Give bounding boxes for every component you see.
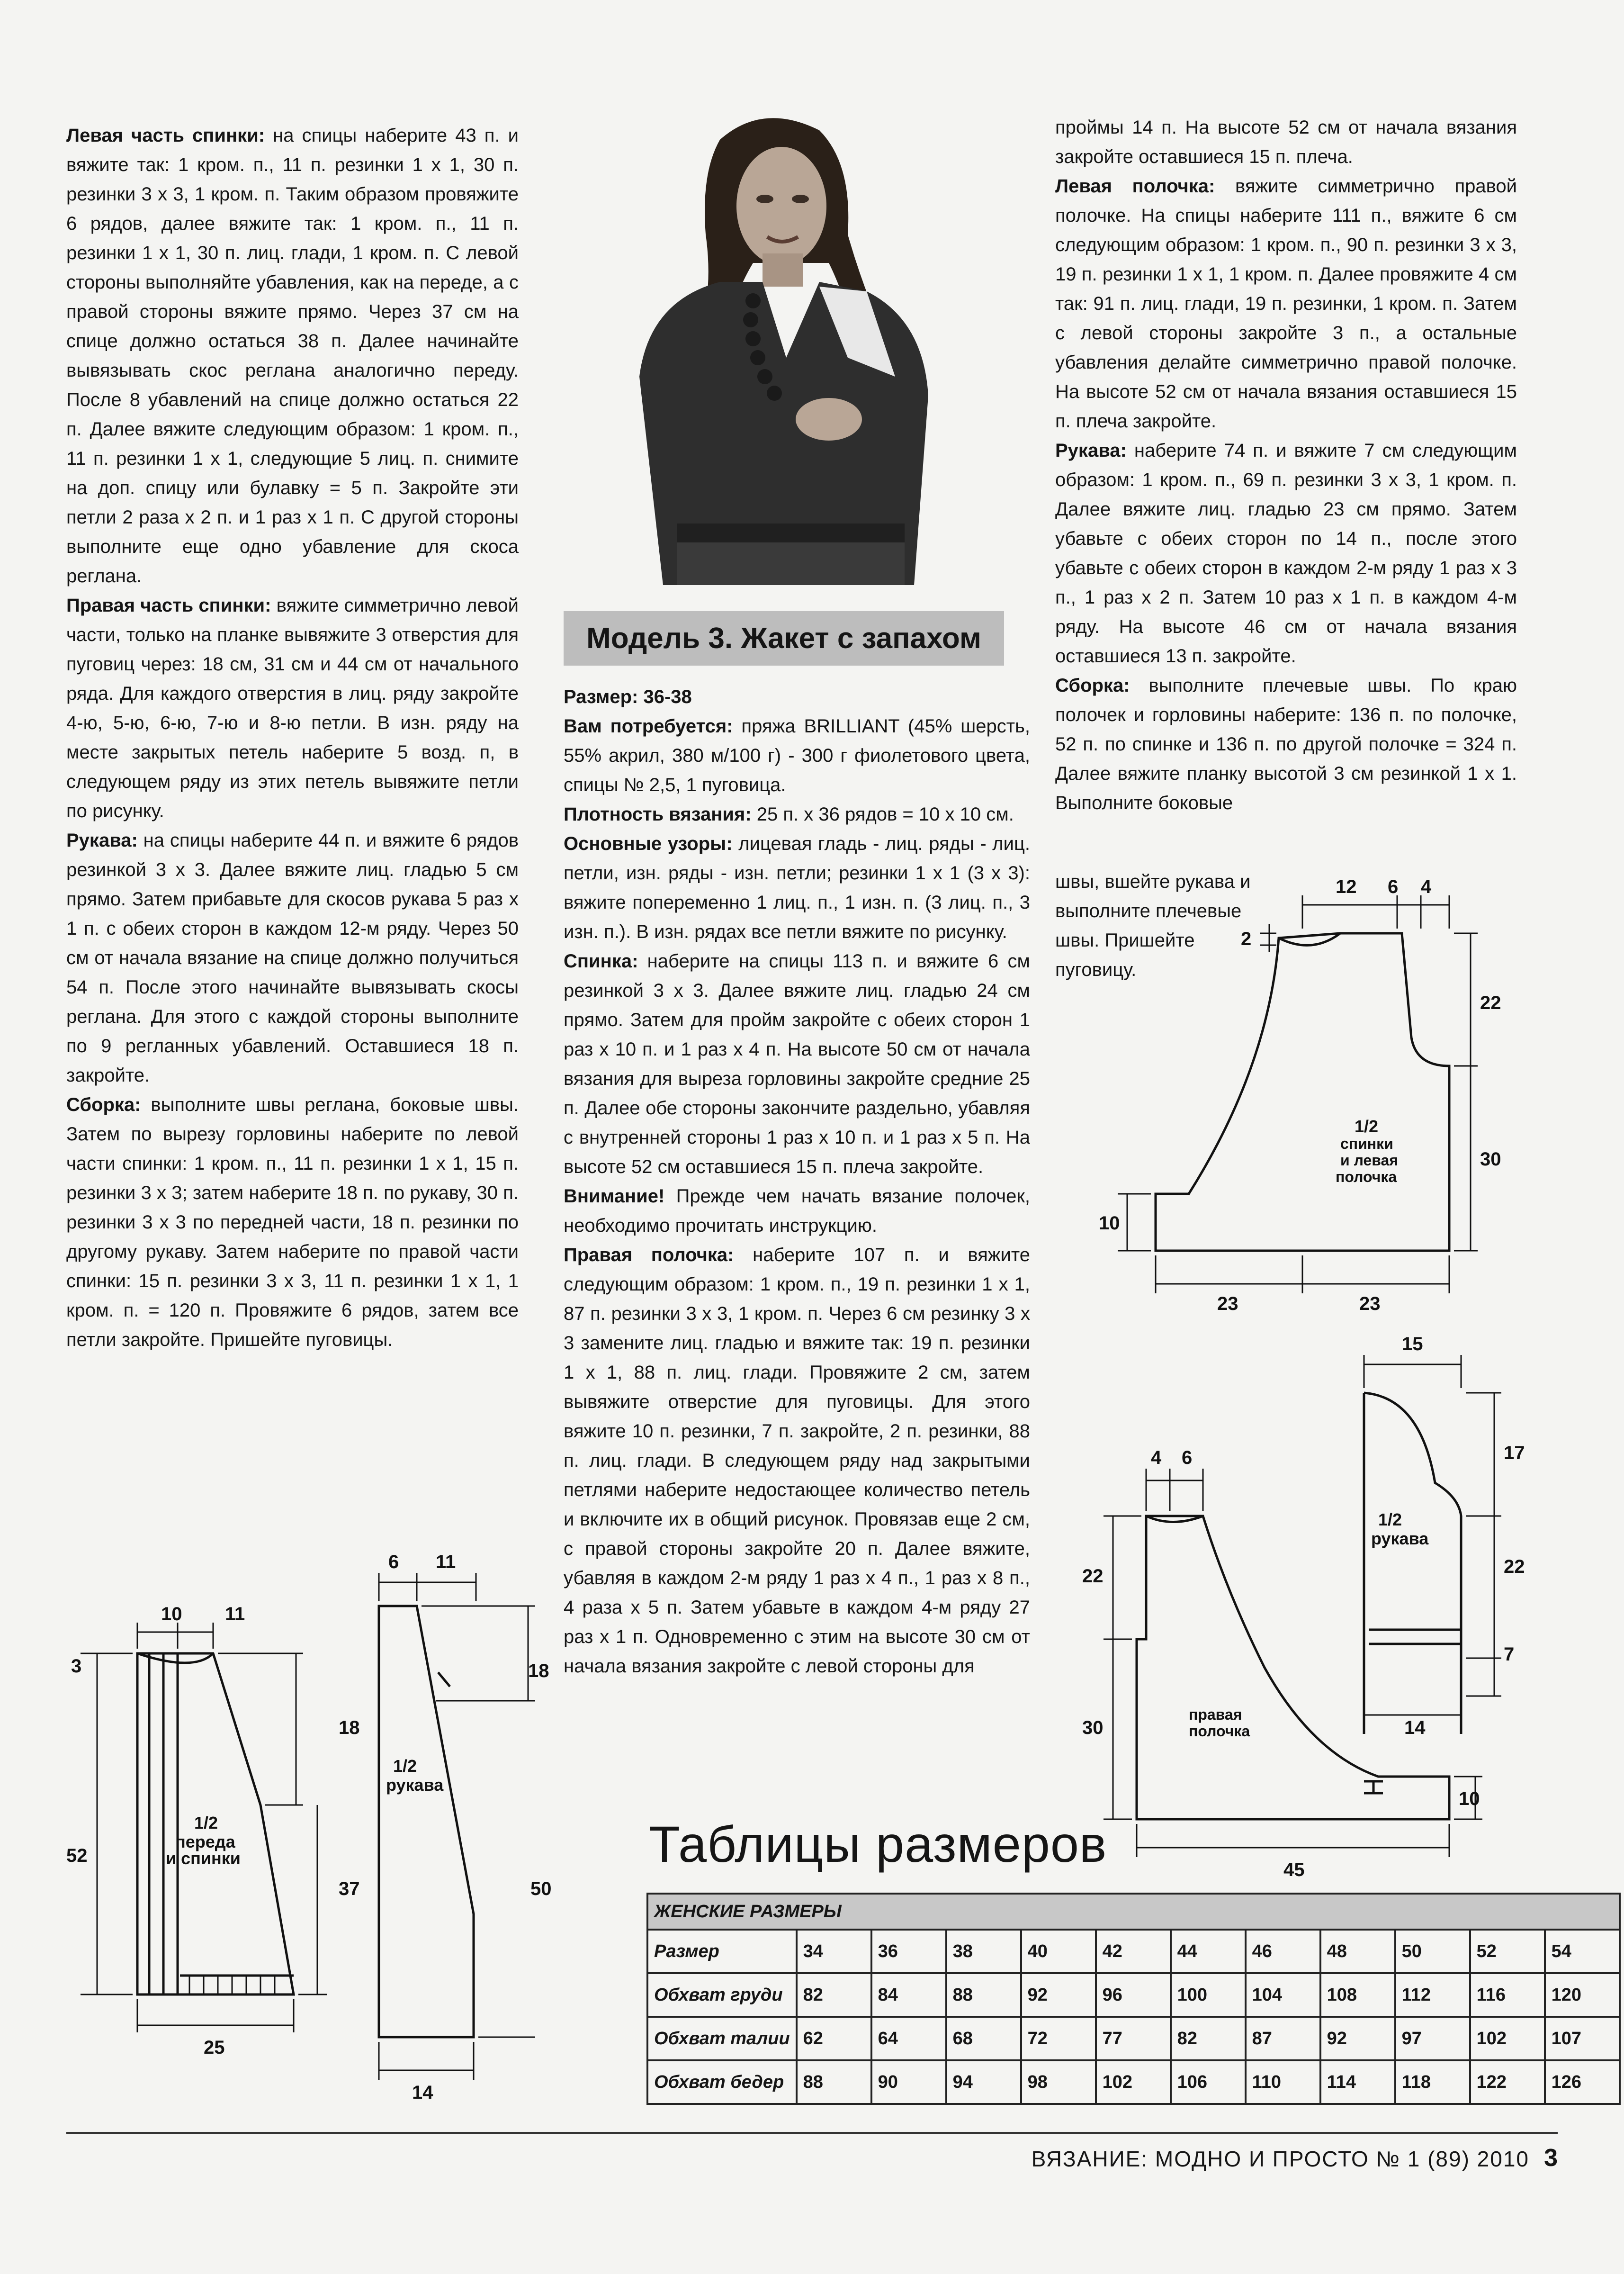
paragraph-back: Спинка: наберите на спицы 113 п. и вяжите 6 см резинкой 3 х 3. Далее вяжите лиц. гладью 24 см прямо. Затем для пройм закройте с обеих сторон 1 раз х 10 п. и 1 раз х 4 п. На высоте 50 см от начала вязания для выреза горловины закройте средние 25 п. Далее обе стороны закончите раздельно, убавляя с внутренней стороны 1 раз х 10 п. и 1 раз х 5 п. На высоте 52 см оставшиеся 15 п. плеча закройте. xyxy=(564,951,1030,1177)
table-cell: 106 xyxy=(1171,2060,1246,2104)
dimension-label: 23 xyxy=(1217,1293,1238,1314)
column-middle xyxy=(564,682,1030,1681)
paragraph-left-front: Левая полочка: вяжите симметрично правой полочке. На спицы наберите 111 п., вяжите 6 см следующим образом: 1 кром. п., 90 п. резинки 3 х 3, 19 п. резинки 1 х 1, 1 кром. п. Далее провяжите 4 см так: 91 п. лиц. глади, 19 п. резинки, 1 кром. п. Затем с левой стороны закройте 3 п., а остальные убавления делайте симметрично правой полочке. На высоте 52 см от начала вязания оставшиеся 15 п. плеча закройте. xyxy=(1055,176,1517,432)
paragraph-size: Размер: 36-38 xyxy=(564,686,692,707)
dimension-label: 22 xyxy=(1480,993,1501,1013)
table-cell: 112 xyxy=(1395,1973,1470,2017)
paragraph-patterns: Основные узоры: лицевая гладь - лиц. ряды - лиц. петли, изн. ряды - изн. петли; резинки 1 х 1 (3 х 3): вяжите попеременно 1 лиц. п., 1 изн. п. (3 лиц. п., 3 изн. п.). В изн. рядах все петли вяжите по рисунку. xyxy=(564,833,1030,942)
table-cell: 84 xyxy=(871,1973,946,2017)
table-cell: 102 xyxy=(1470,2017,1545,2060)
dimension-label: 6 xyxy=(388,1552,399,1572)
paragraph-right-back: Правая часть спинки: вяжите симметрично левой части, только на планке вывяжите 3 отверстия для пуговиц через: 18 см, 31 см и 44 см от начального ряда. Для каждого отверстия в лиц. ряду закройте 4-ю, 5-ю, 6-ю, 7-ю и 8-ю петли. В изн. ряду на месте закрытых петель наберите 5 возд. п, в следующем ряду из этих петель вывяжите петли по рисунку. xyxy=(66,595,519,821)
dimension-label: 10 xyxy=(161,1604,182,1624)
table-row xyxy=(647,2017,1620,2060)
table-cell: 102 xyxy=(1096,2060,1171,2104)
paragraph-assembly: Сборка: выполните швы реглана, боковые швы. Затем по вырезу горловины наберите по левой части спинки: 1 кром. п., 11 п. резинки 1 х 1, 15 п. резинки 3 х 3; затем наберите 18 п. по рукаву, 30 п. резинки 3 х 3 по передней части, 18 п. резинки по другому рукаву. Затем наберите по правой части спинки: 15 п. резинки 3 х 3, 11 п. резинки 1 х 1, 1 кром. п. = 120 п. Провяжите 6 рядов, затем все петли закройте. Пришейте пуговицы. xyxy=(66,1094,519,1350)
table-header-row xyxy=(647,1894,1620,1930)
table-cell: 87 xyxy=(1246,2017,1320,2060)
dimension-label: 12 xyxy=(1336,876,1357,897)
table-cell: 92 xyxy=(1021,1973,1096,2017)
table-cell: 72 xyxy=(1021,2017,1096,2060)
table-cell: 54 xyxy=(1545,1930,1620,1973)
paragraph-materials: Вам потребуется: пряжа BRILLIANT (45% шерсть, 55% акрил, 380 м/100 г) - 300 г фиолетового цвета, спицы № 2,5, 1 пуговица. xyxy=(564,716,1031,795)
table-cell: 82 xyxy=(1171,2017,1246,2060)
table-cell: 62 xyxy=(797,2017,871,2060)
dimension-label: 10 xyxy=(1099,1213,1120,1234)
table-cell: 110 xyxy=(1246,2060,1320,2104)
table-cell: 38 xyxy=(946,1930,1021,1973)
table-cell: 36 xyxy=(871,1930,946,1973)
table-cell: 88 xyxy=(797,2060,871,2104)
model-photo xyxy=(564,111,1004,604)
dimension-label: 2 xyxy=(1241,929,1252,949)
dimension-label: 15 xyxy=(1402,1334,1423,1354)
diagram-label: 1/2 xyxy=(1378,1510,1402,1529)
table-cell: 64 xyxy=(871,2017,946,2060)
paragraph-left-back: Левая часть спинки: на спицы наберите 43 п. и вяжите так: 1 кром. п., 11 п. резинки 1 х 1, 30 п. резинки 3 х 3, 1 кром. п. Таким образом провяжите 6 рядов, далее вяжите так: 1 кром. п., 11 п. резинки 1 х 1, 30 п. лиц. глади, 1 кром. п. С левой стороны выполняйте убавления, как на переде, а с правой стороны вяжите прямо. Через 37 см на спице должно остаться 38 п. Далее начинайте вывязывать скос реглана аналогично переду. После 8 убавлений на спице должно остаться 22 п. Далее вяжите следующим образом: 1 кром. п., 11 п. резинки 1 х 1, следующие 5 лиц. п. снимите на доп. спицу или булавку = 5 п. Закройте эти петли 2 раза х 2 п. и 1 раз х 1 п. С другой стороны выполните еще одно убавление для скоса реглана. xyxy=(66,125,519,587)
dimension-label: 7 xyxy=(1504,1644,1515,1665)
table-cell: 42 xyxy=(1096,1930,1171,1973)
dimension-label: 45 xyxy=(1283,1859,1305,1880)
diagram-label: и спинки xyxy=(166,1849,241,1868)
dimension-label: 17 xyxy=(1504,1443,1525,1463)
table-cell: 98 xyxy=(1021,2060,1096,2104)
table-cell: 68 xyxy=(946,2017,1021,2060)
table-cell: 48 xyxy=(1320,1930,1395,1973)
table-row xyxy=(647,1930,1620,1973)
table-cell: 120 xyxy=(1545,1973,1620,2017)
table-cell: 114 xyxy=(1320,2060,1395,2104)
dimension-label: 6 xyxy=(1182,1447,1193,1468)
diagram-label: правая xyxy=(1189,1706,1242,1723)
table-cell: 108 xyxy=(1320,1973,1395,2017)
dimension-label: 23 xyxy=(1359,1293,1381,1314)
dimension-label: 22 xyxy=(1082,1566,1104,1587)
diagram-label: 1/2 xyxy=(393,1756,417,1776)
footer-divider xyxy=(66,2132,1558,2134)
table-cell: 50 xyxy=(1395,1930,1470,1973)
dimension-label: 30 xyxy=(1082,1717,1104,1738)
table-row-label: Обхват талии xyxy=(647,2017,797,2060)
diagram-back-left-front xyxy=(1089,867,1563,1331)
dimension-label: 11 xyxy=(225,1604,245,1624)
dimension-label: 37 xyxy=(339,1878,360,1899)
dimension-label: 30 xyxy=(1480,1149,1501,1170)
table-cell: 88 xyxy=(946,1973,1021,2017)
table-cell: 97 xyxy=(1395,2017,1470,2060)
table-cell: 44 xyxy=(1171,1930,1246,1973)
table-cell: 116 xyxy=(1470,1973,1545,2017)
diagram-label: рукава xyxy=(386,1775,444,1795)
table-cell: 122 xyxy=(1470,2060,1545,2104)
diagram-label: спинки xyxy=(1340,1135,1393,1152)
diagram-label: полочка xyxy=(1189,1723,1250,1740)
dimension-label: 25 xyxy=(204,2037,225,2058)
table-cell: 52 xyxy=(1470,1930,1545,1973)
paragraph-sleeves: Рукава: на спицы наберите 44 п. и вяжите 6 рядов резинкой 3 х 3. Далее вяжите лиц. гладью 5 см прямо. Затем прибавьте для скосов рукава 5 раз х 1 п. с обеих сторон в каждом 12-м ряду. Через 50 см от начала вязание на спице должно получиться 54 п. После этого начинайте вывязывать скосы реглана. Для этого с каждой стороны выполните по 9 регланных убавлений. Оставшиеся 18 п. закройте. xyxy=(66,830,519,1086)
column-left xyxy=(66,121,519,1354)
diagram-label: рукава xyxy=(1371,1529,1429,1548)
table-row-label: Размер xyxy=(647,1930,797,1973)
paragraph-assembly-2-cont: швы, вшейте рукава и выполните плечевые швы. Пришейте пуговицу. xyxy=(1055,871,1251,980)
table-cell: 107 xyxy=(1545,2017,1620,2060)
dimension-label: 14 xyxy=(412,2082,433,2103)
tables-title: Таблицы размеров xyxy=(649,1815,1107,1873)
dimension-label: 18 xyxy=(528,1660,549,1681)
footer-magazine: ВЯЗАНИЕ: МОДНО И ПРОСТО № 1 (89) 2010 xyxy=(1031,2147,1529,2171)
table-cell: 90 xyxy=(871,2060,946,2104)
dimension-label: 22 xyxy=(1504,1556,1525,1577)
diagram-label: переда xyxy=(175,1832,235,1851)
table-cell: 94 xyxy=(946,2060,1021,2104)
diagram-label: полочка xyxy=(1336,1168,1397,1185)
paragraph-assembly-2: Сборка: выполните плечевые швы. По краю полочек и горловины наберите: 136 п. по полочке, 52 п. по спинке и 136 п. по другой полочке = 324 п. Далее вяжите планку высотой 3 см резинкой 1 х 1. Выполните боковые xyxy=(1055,675,1517,813)
paragraph-sleeves-2: Рукава: наберите 74 п. и вяжите 7 см следующим образом: 1 кром. п., 69 п. резинки 3 х 3, 1 кром. п. Далее вяжите лиц. гладью 23 см прямо. Затем убавьте с обеих сторон по 14 п., после этого убавьте с обеих сторон в каждом 2-м ряду 1 раз х 3 п., 1 раз х 2 п. Затем 10 раз х 1 п. в каждом 4-м ряду. На высоте 46 см от начала вязания оставшиеся 13 п. закройте. xyxy=(1055,440,1517,667)
dimension-label: 50 xyxy=(530,1878,552,1899)
table-cell: 40 xyxy=(1021,1930,1096,1973)
table-cell: 126 xyxy=(1545,2060,1620,2104)
page-number: 3 xyxy=(1544,2144,1558,2172)
table-cell: 77 xyxy=(1096,2017,1171,2060)
dimension-label: 4 xyxy=(1421,876,1432,897)
model-caption: Модель 3. Жакет с запахом xyxy=(564,611,1004,666)
dimension-label: 6 xyxy=(1388,876,1399,897)
paragraph-armhole: проймы 14 п. На высоте 52 см от начала вязания закройте оставшиеся 15 п. плеча. xyxy=(1055,117,1517,167)
table-row-label: Обхват бедер xyxy=(647,2060,797,2104)
dimension-label: 11 xyxy=(436,1552,456,1572)
dimension-label: 3 xyxy=(71,1656,82,1677)
dimension-label: 52 xyxy=(66,1845,88,1866)
table-cell: 118 xyxy=(1395,2060,1470,2104)
table-cell: 34 xyxy=(797,1930,871,1973)
table-cell: 46 xyxy=(1246,1930,1320,1973)
diagram-right-front xyxy=(1075,1440,1501,1890)
table-cell: 92 xyxy=(1320,2017,1395,2060)
table-header: ЖЕНСКИЕ РАЗМЕРЫ xyxy=(647,1894,1620,1930)
dimension-label: 10 xyxy=(1459,1788,1480,1809)
dimension-label: 14 xyxy=(1404,1717,1426,1738)
table-cell: 100 xyxy=(1171,1973,1246,2017)
table-cell: 104 xyxy=(1246,1973,1320,2017)
dimension-label: 18 xyxy=(339,1717,360,1738)
paragraph-density: Плотность вязания: 25 п. х 36 рядов = 10 х 10 см. xyxy=(564,804,1014,825)
table-cell: 82 xyxy=(797,1973,871,2017)
table-row xyxy=(647,1973,1620,2017)
size-table xyxy=(646,1893,1621,2105)
table-row-label: Обхват груди xyxy=(647,1973,797,2017)
diagram-label: и левая xyxy=(1340,1152,1398,1169)
diagram-label: 1/2 xyxy=(1355,1117,1379,1136)
diagram-sleeve-1 xyxy=(360,1544,578,2127)
dimension-label: 4 xyxy=(1151,1447,1162,1468)
diagram-label: 1/2 xyxy=(194,1813,218,1832)
paragraph-attention: Внимание! Прежде чем начать вязание полочек, необходимо прочитать инструкцию. xyxy=(564,1186,1030,1236)
column-right xyxy=(1055,113,1517,818)
paragraph-right-front: Правая полочка: наберите 107 п. и вяжите следующим образом: 1 кром. п., 19 п. резинки 1 х 1, 87 п. резинки 3 х 3, 1 кром. п. Через 6 см резинку 3 х 3 замените лиц. гладью и вяжите так: 19 п. резинки 1 х 1, 88 п. лиц. глади. Провяжите 2 см, затем вывяжите отверстие для пуговицы. Для этого вяжите 10 п. резинки, 7 п. закройте, 2 п. резинки, 88 п. лиц. глади. В следующем ряду над закрытыми петлями наберите недостающее количество петель и включите их в общий рисунок. Провязав еще 2 см, с правой стороны закройте 20 п. Далее вяжите, убавляя в каждом 2-м ряду 1 раз х 4 п., 1 раз х 8 п., 4 раза х 5 п. Затем убавьте в каждом 4-м ряду 27 раз х 1 п. Одновременно с этим на высоте 30 см от начала вязания закройте с левой стороны для xyxy=(564,1245,1031,1677)
table-cell: 96 xyxy=(1096,1973,1171,2017)
table-row xyxy=(647,2060,1620,2104)
